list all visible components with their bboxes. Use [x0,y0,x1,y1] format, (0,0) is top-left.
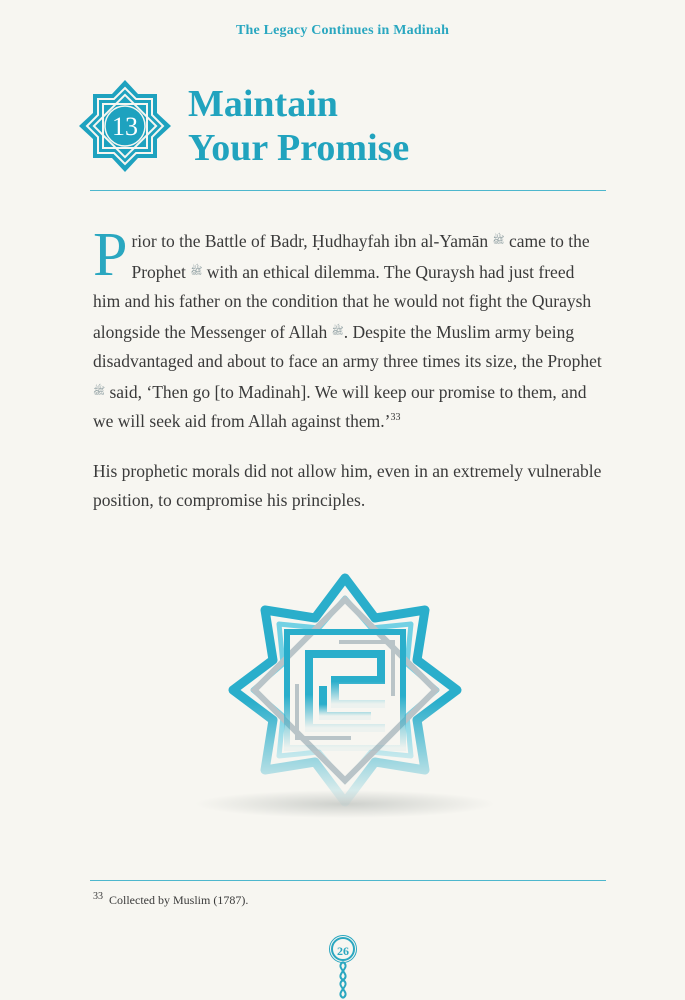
title-divider [90,190,606,191]
chapter-title-line2: Your Promise [188,127,410,169]
body-text [93,221,605,536]
footnote-number: 33 [93,891,103,902]
footnote-ref[interactable]: 33 [390,412,401,424]
chapter-badge-icon [78,74,172,180]
p1-part1: rior to the Battle of Badr, Ḥudhayfah ibn al-Yamān [131,231,489,251]
p1-part4: . Despite the Muslim army being disadvantaged and about to face an army three times its size, the Prophet [93,321,602,371]
paragraph-2: His prophetic morals did not allow him, even in an extremely vulnerable position, to compromise his principles. [93,460,602,510]
page-number: 26 [337,944,349,958]
footnote-divider [90,880,606,881]
footnote [93,893,248,908]
kufic-star-ornament-icon [190,572,500,822]
p1-part5: said, ‘Then go [to Madinah]. We will keep our promise to them, and we will seek aid from Allah against them.’ [93,381,587,431]
running-header: The Legacy Continues in Madinah [235,23,450,38]
honorific-prophet-icon: ﷺ [190,265,203,277]
honorific-prophet-icon: ﷺ [93,385,106,397]
chapter-number: 13 [112,112,138,141]
chapter-title [188,82,409,170]
chapter-title-line1: Maintain [188,83,338,125]
p1-part3: with an ethical dilemma. The Quraysh had just freed him and his father on the condition that he would not fight the Quraysh alongside the Messenger of Allah [93,261,592,342]
honorific-prophet-icon: ﷺ [331,325,344,337]
p1-part2: came to the Prophet [131,231,590,282]
paragraph-1 [93,221,605,437]
honorific-companion-icon: ﷺ [492,235,505,246]
drop-cap: P [93,221,128,289]
footnote-text: Collected by Muslim (1787). [109,893,249,907]
